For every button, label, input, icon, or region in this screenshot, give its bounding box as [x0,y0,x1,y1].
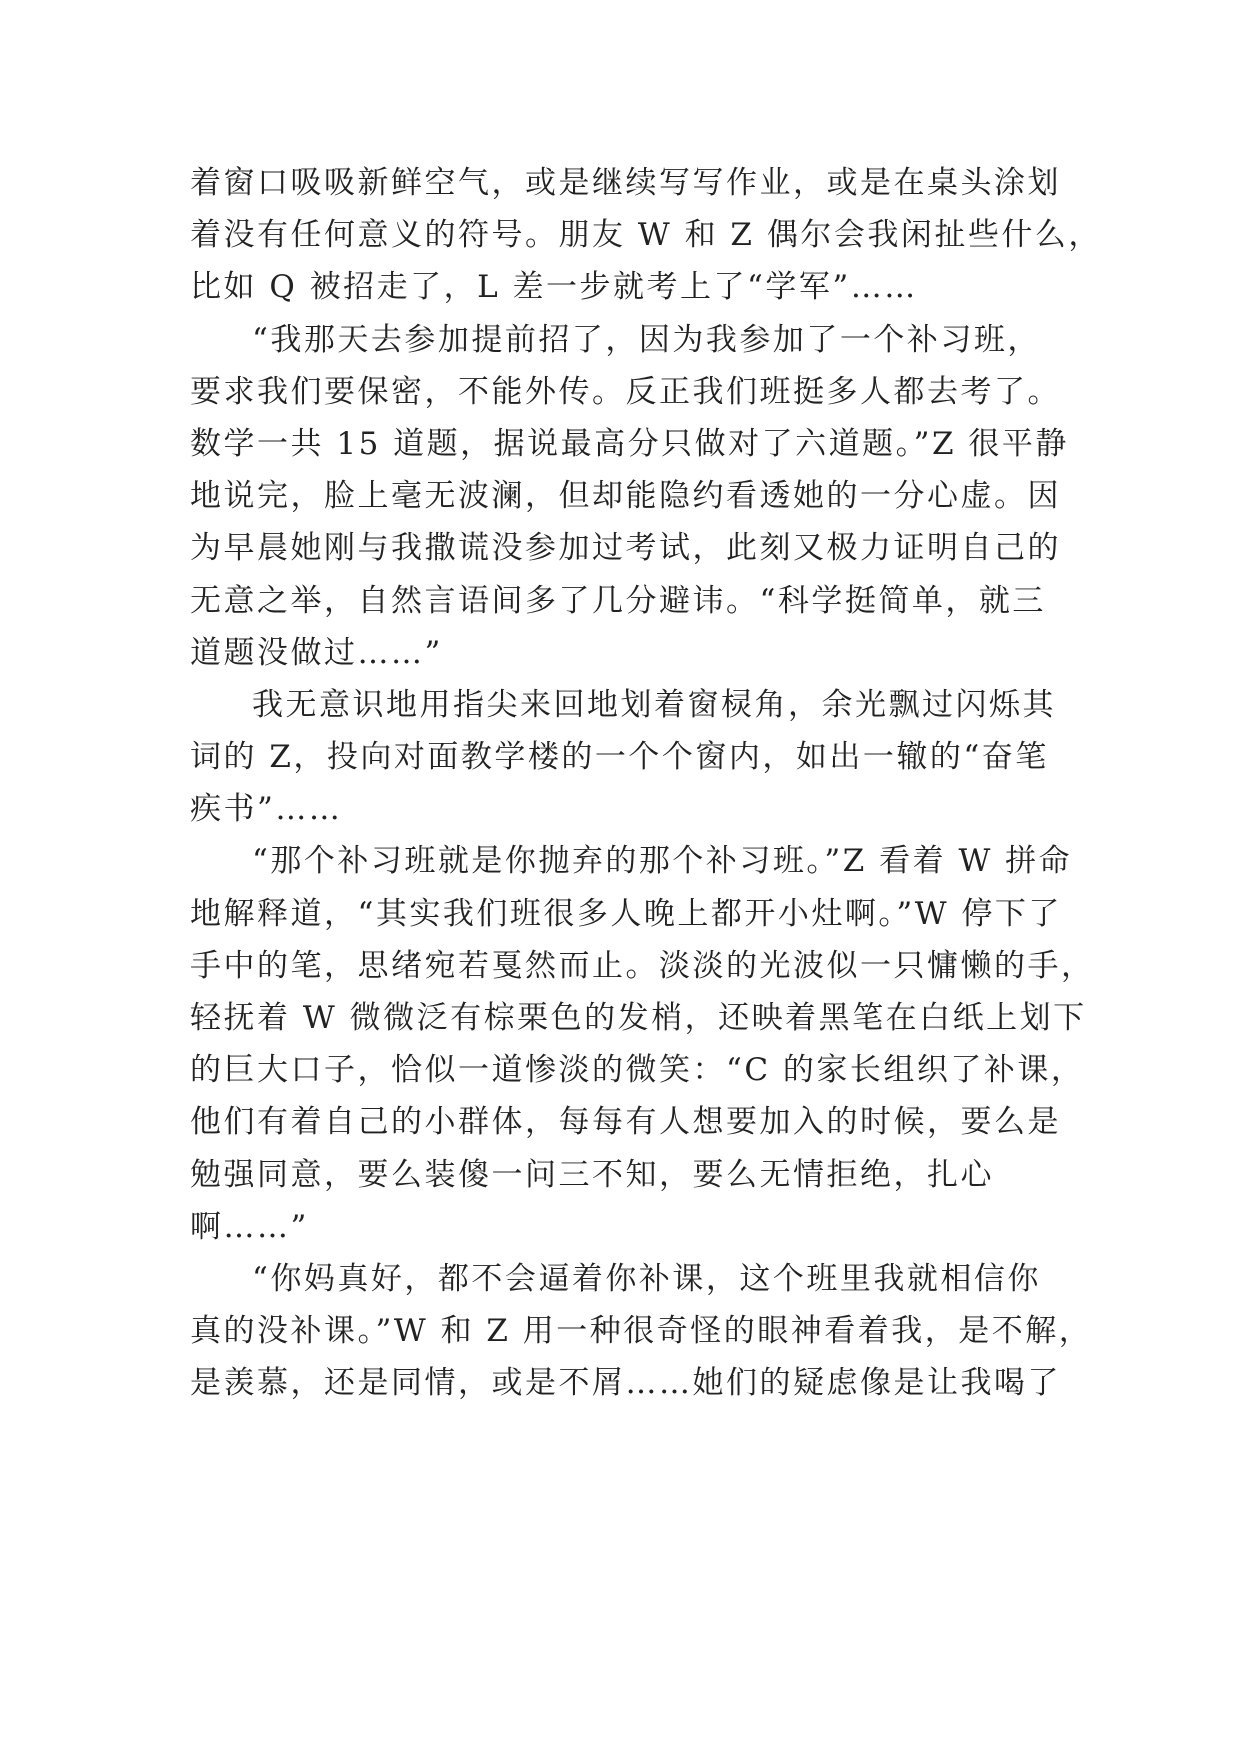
text-line: 勉强同意，要么装傻一问三不知，要么无情拒绝，扎心 [190,1156,994,1193]
text-line: 要求我们要保密，不能外传。反正我们班挺多人都去考了。 [190,373,1061,410]
text-line: 手中的笔，思绪宛若戛然而止。淡淡的光波似一只慵懒的手， [190,947,1095,984]
text-line: “你妈真好，都不会逼着你补课，这个班里我就相信你 [252,1260,1041,1297]
text-line: 啊……” [190,1208,309,1245]
text-line: 着没有任何意义的符号。朋友 W 和 Z 偶尔会我闲扯些什么， [190,217,1102,254]
text-line: 疾书”…… [190,791,343,828]
text-line: 是羡慕，还是同情，或是不屑……她们的疑虑像是让我喝了 [190,1365,1061,1402]
text-line: “那个补习班就是你抛弃的那个补习班。”Z 看着 W 拼命 [252,843,1073,880]
text-line: 他们有着自己的小群体，每每有人想要加入的时候，要么是 [190,1104,1061,1141]
text-line: 为早晨她刚与我撒谎没参加过考试，此刻又极力证明自己的 [190,530,1061,567]
text-line: 数学一共 15 道题，据说最高分只做对了六道题。”Z 很平静 [190,425,1069,462]
text-line: 地解释道，“其实我们班很多人晚上都开小灶啊。”W 停下了 [190,895,1062,932]
text-line: 词的 Z，投向对面教学楼的一个个窗内，如出一辙的“奋笔 [190,739,1049,776]
text-line: 的巨大口子，恰似一道惨淡的微笑：“C 的家长组织了补课， [190,1052,1085,1089]
text-line: “我那天去参加提前招了，因为我参加了一个补习班， [252,321,1041,358]
text-line: 无意之举，自然言语间多了几分避讳。“科学挺简单，就三 [190,582,1046,619]
text-line: 轻抚着 W 微微泛有棕栗色的发梢，还映着黑笔在白纸上划下 [190,1000,1087,1036]
text-line: 比如 Q 被招走了，L 差一步就考上了“学军”…… [190,269,918,306]
text-line: 着窗口吸吸新鲜空气，或是继续写写作业，或是在桌头涂划 [190,165,1061,201]
body-text [190,157,1102,1410]
text-line: 我无意识地用指尖来回地划着窗棂角，余光飘过闪烁其 [252,686,1056,723]
text-line: 道题没做过……” [190,634,443,671]
text-line: 地说完，脸上毫无波澜，但却能隐约看透她的一分心虚。因 [190,478,1061,515]
text-line: 真的没补课。”W 和 Z 用一种很奇怪的眼神看着我，是不解， [190,1313,1093,1350]
